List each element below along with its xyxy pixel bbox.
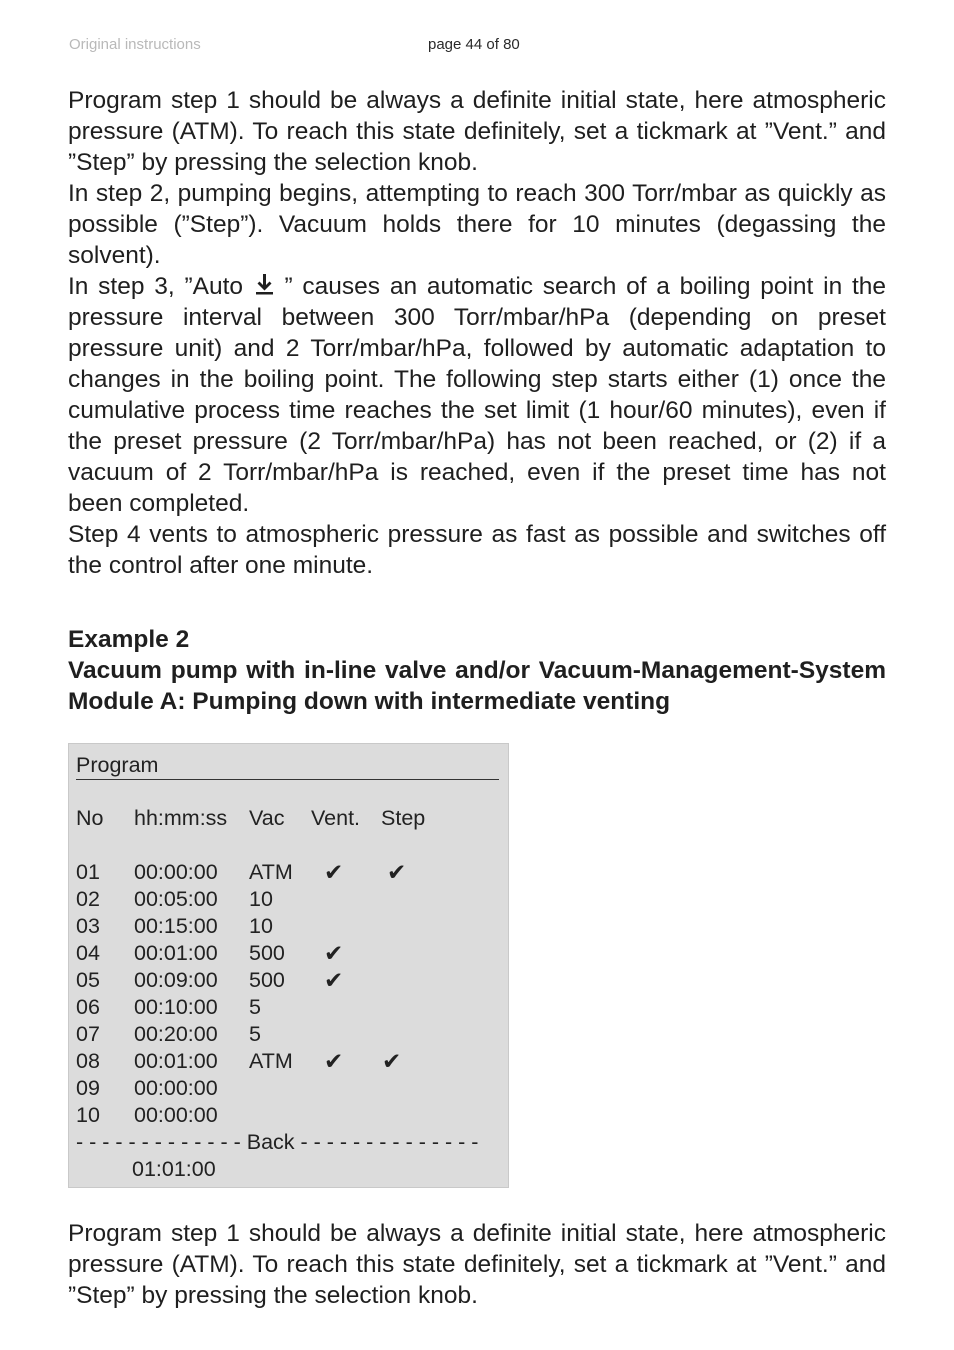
- step-time: 00:00:00: [134, 860, 218, 884]
- program-display: [68, 743, 509, 1188]
- step-number: 10: [76, 1103, 100, 1127]
- program-header-row: [69, 805, 510, 832]
- example-title: Vacuum pump with in-line valve and/or Vacuum-Management-System Module A: Pumping down with intermediate venting: [68, 657, 886, 715]
- vent-tick: ✔: [324, 940, 344, 966]
- program-row: [69, 1021, 510, 1048]
- step-number: 08: [76, 1049, 100, 1073]
- vent-tick: ✔: [324, 1048, 344, 1074]
- step-time: 00:15:00: [134, 914, 218, 938]
- program-row: [69, 886, 510, 913]
- program-row: [69, 994, 510, 1021]
- example-label: Example 2: [68, 626, 190, 653]
- step-time: 00:09:00: [134, 968, 218, 992]
- column-header-vent: Vent.: [311, 806, 361, 830]
- example-heading: [68, 624, 886, 717]
- program-row: [69, 1102, 510, 1129]
- step-number: 07: [76, 1022, 100, 1046]
- step-number: 01: [76, 860, 100, 884]
- program-row: [69, 967, 510, 994]
- step-time: 00:01:00: [134, 1049, 218, 1073]
- step-tick: ✔: [382, 1048, 402, 1074]
- step-number: 09: [76, 1076, 100, 1100]
- column-header-time: hh:mm:ss: [134, 806, 228, 830]
- back-option: - - - - - - - - - - - - - Back - - - - - - - - - - - - - -: [76, 1130, 479, 1154]
- step-vacuum: ATM: [249, 1049, 293, 1073]
- step-time: 00:00:00: [134, 1076, 218, 1100]
- step-number: 06: [76, 995, 100, 1019]
- vent-tick: ✔: [324, 859, 344, 885]
- step-vacuum: ATM: [249, 860, 293, 884]
- step-tick: ✔: [387, 859, 407, 885]
- column-header-vac: Vac: [249, 806, 285, 830]
- page-number: page 44 of 80: [428, 36, 520, 53]
- step-vacuum: 10: [249, 914, 273, 938]
- column-header-step: Step: [381, 806, 426, 830]
- intro-section: [68, 85, 886, 581]
- step-number: 05: [76, 968, 100, 992]
- step-vacuum: 10: [249, 887, 273, 911]
- step-number: 03: [76, 914, 100, 938]
- header-left-label: Original instructions: [69, 36, 201, 53]
- step-vacuum: 5: [249, 995, 261, 1019]
- step-vacuum: 500: [249, 968, 285, 992]
- outro-paragraph-1: Program step 1 should be always a definite initial state, here atmospheric pressure (ATM). To reach this state definitely, set a tickmark at ”Vent.” and ”Step” by pressing the selection knob.: [68, 1220, 886, 1309]
- vent-tick: ✔: [324, 967, 344, 993]
- intro-paragraph-3-start: In step 3, ”Auto: [68, 273, 253, 300]
- step-time: 00:00:00: [134, 1103, 218, 1127]
- step-number: 02: [76, 887, 100, 911]
- intro-paragraph-4: Step 4 vents to atmospheric pressure as fast as possible and switches off the control after one minute.: [68, 521, 886, 579]
- step-time: 00:10:00: [134, 995, 218, 1019]
- auto-boiling-point-icon: [253, 273, 275, 295]
- step-time: 00:05:00: [134, 887, 218, 911]
- step-number: 04: [76, 941, 100, 965]
- program-row: [69, 1075, 510, 1102]
- step-vacuum: 5: [249, 1022, 261, 1046]
- total-time: 01:01:00: [132, 1157, 216, 1181]
- intro-paragraph-3: [68, 271, 886, 519]
- outro-section: [68, 1218, 886, 1311]
- intro-paragraph-2: In step 2, pumping begins, attempting to reach 300 Torr/mbar as quickly as possible (”Step”). Vacuum holds there for 10 minutes (degassing the solvent).: [68, 180, 886, 269]
- step-time: 00:20:00: [134, 1022, 218, 1046]
- step-time: 00:01:00: [134, 941, 218, 965]
- column-header-no: No: [76, 806, 104, 830]
- step-vacuum: 500: [249, 941, 285, 965]
- program-row: [69, 913, 510, 940]
- program-title: Program: [76, 752, 499, 780]
- program-row: [69, 1048, 510, 1075]
- program-row: [69, 859, 510, 886]
- intro-paragraph-1: Program step 1 should be always a definite initial state, here atmospheric pressure (ATM). To reach this state definitely, set a tickmark at ”Vent.” and ”Step” by pressing the selection knob.: [68, 87, 886, 176]
- intro-paragraph-3-rest: ” causes an automatic search of a boiling point in the pressure interval between 300 Torr/mbar/hPa (depending on preset pressure unit) and 2 Torr/mbar/hPa, followed by automatic adaptation to changes in the boiling point. The following step starts either (1) once the cumulative process time reaches the set limit (1 hour/60 minutes), even if the preset pressure (2 Torr/mbar/hPa) has not been reached, or (2) if a vacuum of 2 Torr/mbar/hPa is reached, even if the preset time has not been completed.: [68, 273, 887, 517]
- program-row: [69, 940, 510, 967]
